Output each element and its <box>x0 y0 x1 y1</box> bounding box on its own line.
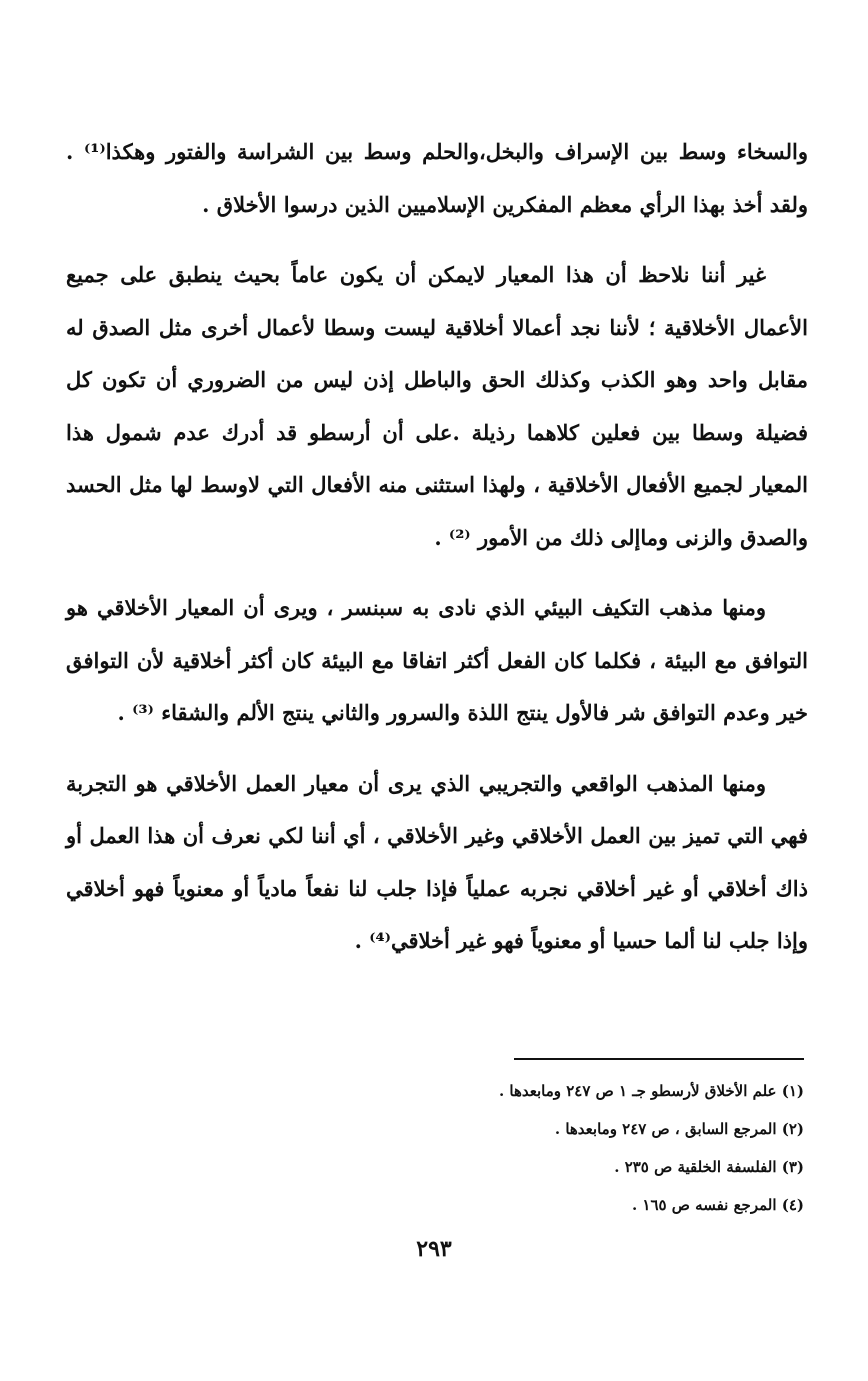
paragraph-golden-mean: والسخاء وسط بين الإسراف والبخل،والحلم وسط بين الشراسة والفتور وهكذا⁽¹⁾ . ولقد أخذ بهذا الرأي معظم المفكرين الإسلاميين الذين درسوا الأخلاق . <box>66 139 808 217</box>
main-text <box>66 126 808 968</box>
paragraph-criterion-critique: غير أننا نلاحظ أن هذا المعيار لايمكن أن يكون عاماً بحيث ينطبق على جميع الأعمال الأخلاقية ؛ لأننا نجد أعمالا أخلاقية ليست وسطا لأعمال أخرى مثل الصدق له مقابل واحد وهو الكذب وكذلك الحق والباطل إذن ليس من الضروري أن تكون كل فضيلة وسطا بين فعلين كلاهما رذيلة .على أن أرسطو قد أدرك عدم شمول هذا المعيار لجميع الأفعال الأخلاقية ، ولهذا استثنى منه الأفعال التي لاوسط لها مثل الحسد والصدق والزنى وماإلى ذلك من الأمور ⁽²⁾ . <box>66 262 808 550</box>
footnote-1: (١) علم الأخلاق لأرسطو جـ ١ ص ٢٤٧ ومابعدها . <box>498 1082 804 1100</box>
footnote-2: (٢) المرجع السابق ، ص ٢٤٧ ومابعدها . <box>554 1120 804 1138</box>
footnotes <box>204 1072 804 1224</box>
footnote-divider <box>514 1058 804 1060</box>
footnote-3: (٣) الفلسفة الخلقية ص ٢٣٥ . <box>614 1158 804 1176</box>
footnote-4: (٤) المرجع نفسه ص ١٦٥ . <box>631 1196 804 1214</box>
paragraph-environmental-adaptation: ومنها مذهب التكيف البيئي الذي نادى به سبنسر ، ويرى أن المعيار الأخلاقي هو التوافق مع البيئة ، فكلما كان الفعل أكثر اتفاقا مع البيئة كان أكثر أخلاقية لأن التوافق خير وعدم التوافق شر فالأول ينتج اللذة والسرور والثاني ينتج الألم والشقاء ⁽³⁾ . <box>66 595 808 725</box>
paragraph-empirical-school: ومنها المذهب الواقعي والتجريبي الذي يرى أن معيار العمل الأخلاقي هو التجربة فهي التي تميز بين العمل الأخلاقي وغير الأخلاقي ، أي أننا لكي نعرف أن هذا العمل أو ذاك أخلاقي أو غير أخلاقي نجربه عملياً فإذا جلب لنا نفعاً مادياً أو معنوياً فهو أخلاقي وإذا جلب لنا ألما حسيا أو معنوياً فهو غير أخلاقي⁽⁴⁾ . <box>66 770 808 953</box>
page-number: ٢٩٣ <box>416 1236 452 1262</box>
